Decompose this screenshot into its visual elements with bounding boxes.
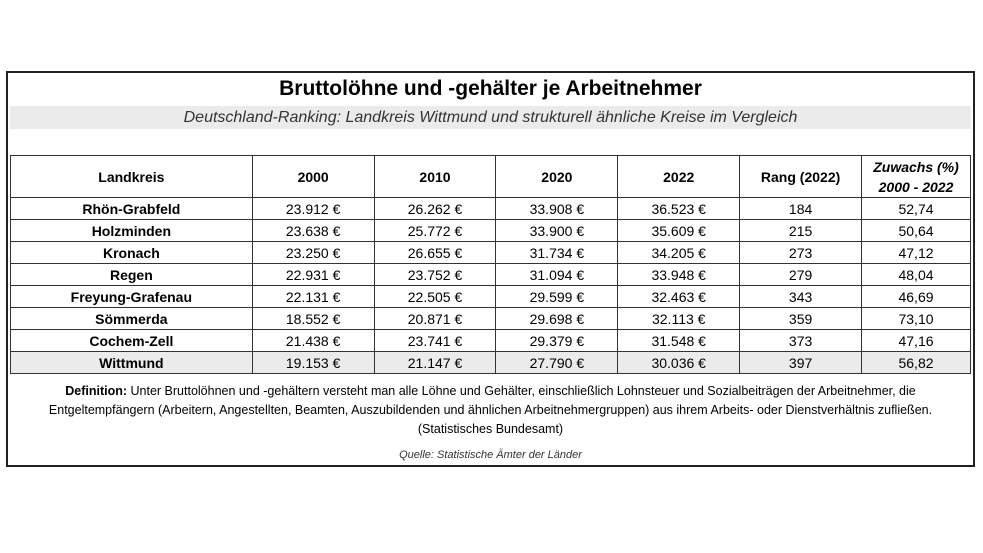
table-cell-2022: 31.548 € <box>618 330 740 352</box>
table-cell-landkreis: Kronach <box>11 242 253 264</box>
header-zuwachs <box>862 156 971 198</box>
table-cell-landkreis: Cochem-Zell <box>11 330 253 352</box>
table-cell-zuwachs: 46,69 <box>862 286 971 308</box>
table-cell-2022: 35.609 € <box>618 220 740 242</box>
data-table <box>10 155 971 374</box>
table-cell-2000: 18.552 € <box>252 308 374 330</box>
table-cell-2000: 23.638 € <box>252 220 374 242</box>
header-2000: 2000 <box>252 156 374 198</box>
table-cell-rang: 397 <box>740 352 862 374</box>
table-cell-zuwachs: 73,10 <box>862 308 971 330</box>
table-cell-landkreis: Sömmerda <box>11 308 253 330</box>
table-row <box>11 286 971 308</box>
table-cell-zuwachs: 52,74 <box>862 198 971 220</box>
table-cell-2020: 29.379 € <box>496 330 618 352</box>
table-cell-landkreis: Holzminden <box>11 220 253 242</box>
table-body <box>11 198 971 374</box>
table-cell-zuwachs: 50,64 <box>862 220 971 242</box>
table-row <box>11 330 971 352</box>
table-cell-2000: 22.131 € <box>252 286 374 308</box>
table-cell-2020: 27.790 € <box>496 352 618 374</box>
table-cell-2020: 31.094 € <box>496 264 618 286</box>
definition-label: Definition: <box>65 384 128 398</box>
table-cell-2010: 21.147 € <box>374 352 496 374</box>
table-cell-2010: 26.655 € <box>374 242 496 264</box>
table-cell-2020: 31.734 € <box>496 242 618 264</box>
table-cell-rang: 343 <box>740 286 862 308</box>
table-cell-2010: 23.752 € <box>374 264 496 286</box>
header-zuwachs-line2: 2000 - 2022 <box>878 178 954 195</box>
table-cell-landkreis: Wittmund <box>11 352 253 374</box>
table-cell-rang: 373 <box>740 330 862 352</box>
table-cell-2010: 25.772 € <box>374 220 496 242</box>
table-cell-zuwachs: 56,82 <box>862 352 971 374</box>
header-rang: Rang (2022) <box>740 156 862 198</box>
table-cell-2000: 23.912 € <box>252 198 374 220</box>
table-row <box>11 264 971 286</box>
header-2020: 2020 <box>496 156 618 198</box>
table-cell-2020: 33.900 € <box>496 220 618 242</box>
definition-note <box>12 382 969 439</box>
table-cell-zuwachs: 48,04 <box>862 264 971 286</box>
page-subtitle: Deutschland-Ranking: Landkreis Wittmund und strukturell ähnliche Kreise im Vergleich <box>10 106 971 129</box>
table-cell-2010: 26.262 € <box>374 198 496 220</box>
table-cell-landkreis: Freyung-Grafenau <box>11 286 253 308</box>
table-cell-rang: 273 <box>740 242 862 264</box>
table-frame <box>6 71 975 467</box>
table-cell-2022: 30.036 € <box>618 352 740 374</box>
table-cell-rang: 359 <box>740 308 862 330</box>
header-zuwachs-line1: Zuwachs (%) <box>873 158 959 175</box>
header-landkreis: Landkreis <box>11 156 253 198</box>
table-cell-2022: 32.113 € <box>618 308 740 330</box>
table-cell-2010: 20.871 € <box>374 308 496 330</box>
table-cell-rang: 215 <box>740 220 862 242</box>
page-title: Bruttolöhne und -gehälter je Arbeitnehmer <box>279 77 702 100</box>
table-cell-2020: 33.908 € <box>496 198 618 220</box>
table-cell-landkreis: Rhön-Grabfeld <box>11 198 253 220</box>
table-cell-2022: 36.523 € <box>618 198 740 220</box>
table-cell-2020: 29.599 € <box>496 286 618 308</box>
table-cell-2000: 21.438 € <box>252 330 374 352</box>
table-cell-2000: 22.931 € <box>252 264 374 286</box>
table-row <box>11 198 971 220</box>
table-cell-rang: 184 <box>740 198 862 220</box>
table-cell-2022: 33.948 € <box>618 264 740 286</box>
definition-text: Unter Bruttolöhnen und -gehältern versteht man alle Löhne und Gehälter, einschließlich Lohnsteuer und Sozialbeiträgen der Arbeitnehmer, die Entgeltempfängern (Arbeitern, Angestellten, Beamten, Auszubildenden und ähnlichen Arbeitnehmergruppen) aus ihrem Arbeits- oder Dienstverhältnis zufließen. (Statistisches Bundesamt) <box>48 384 933 436</box>
header-row <box>11 156 971 198</box>
table-cell-2000: 19.153 € <box>252 352 374 374</box>
header-2022: 2022 <box>618 156 740 198</box>
header-2010: 2010 <box>374 156 496 198</box>
table-row <box>11 308 971 330</box>
table-cell-2010: 23.741 € <box>374 330 496 352</box>
table-row <box>11 220 971 242</box>
source-note: Quelle: Statistische Ämter der Länder <box>399 449 582 461</box>
table-cell-2022: 34.205 € <box>618 242 740 264</box>
table-cell-2000: 23.250 € <box>252 242 374 264</box>
table-cell-2022: 32.463 € <box>618 286 740 308</box>
table-cell-zuwachs: 47,12 <box>862 242 971 264</box>
table-cell-zuwachs: 47,16 <box>862 330 971 352</box>
table-cell-rang: 279 <box>740 264 862 286</box>
table-cell-landkreis: Regen <box>11 264 253 286</box>
table-row <box>11 352 971 374</box>
table-cell-2010: 22.505 € <box>374 286 496 308</box>
table-cell-2020: 29.698 € <box>496 308 618 330</box>
table-row <box>11 242 971 264</box>
